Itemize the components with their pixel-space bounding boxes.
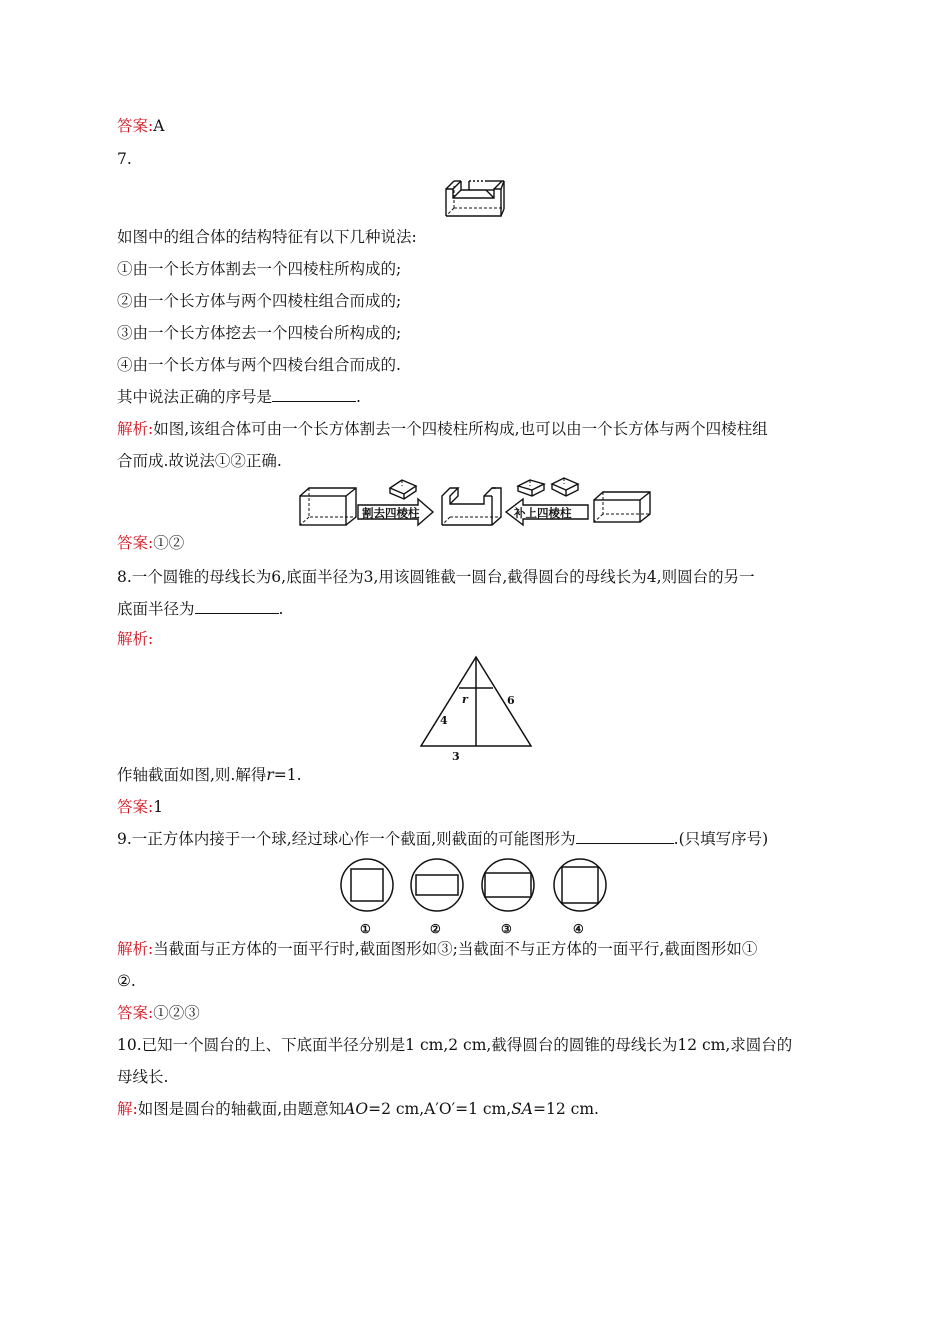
answer-label: 答案: [117,117,154,135]
decomposition-figure [298,474,654,528]
answer-label: 答案: [117,534,154,552]
answer-blank [195,599,279,614]
q9-analysis-line1 [117,938,757,960]
q8-line2-suffix: . [278,600,284,618]
q9-line-suffix: .(只填写序号) [673,830,769,848]
analysis-text: 当截面与正方体的一面平行时,截面图形如③;当截面不与正方体的一面平行,截面图形如① [153,940,758,958]
q7-option-4: ④由一个长方体与两个四棱台组合而成的. [117,356,401,374]
answer-value: A [153,117,165,135]
sphere-sections-figure [340,855,612,937]
analysis-text: 如图,该组合体可由一个长方体割去一个四棱柱所构成,也可以由一个长方体与两个四棱柱组 [153,420,768,438]
answer-value: ①② [153,534,185,552]
q9-line [117,828,768,850]
label-4: 4 [440,714,448,727]
q7-analysis-line1 [117,418,768,440]
q7-option-2: ②由一个长方体与两个四棱柱组合而成的; [117,292,402,310]
q8-solution-suffix: =1. [273,766,302,784]
solution-text-a: 如图是圆台的轴截面,由题意知 [137,1100,345,1118]
analysis-label: 解析: [117,420,154,438]
q7-analysis-line2: 合而成.故说法①②正确. [117,452,282,470]
q10-solution-line [117,1098,599,1120]
cone-axial-section-figure [418,654,538,764]
q8-solution-var: r [266,766,274,784]
solution-text-c: =12 cm. [533,1100,599,1118]
q9-line-prefix: 9.一正方体内接于一个球,经过球心作一个截面,则截面的可能图形为 [117,830,576,848]
q8-solution-prefix: 作轴截面如图,则.解得 [117,766,267,784]
circle-label-2: ② [430,922,441,936]
solution-text-b: =2 cm,A′O′=1 cm, [368,1100,512,1118]
q10-line2: 母线长. [117,1068,169,1086]
circle-label-4: ④ [573,922,584,936]
q8-answer-line [117,796,163,818]
q8-line2 [117,598,283,620]
answer-blank [272,387,356,402]
q6-answer-line [117,115,164,137]
q7-question-line [117,386,361,408]
label-6: 6 [507,694,515,707]
var-sa: SA [511,1100,533,1118]
answer-label: 答案: [117,1004,154,1022]
add-label: 补上四棱柱 [514,506,572,520]
solution-label: 解: [117,1100,138,1118]
answer-value: ①②③ [153,1004,200,1022]
circle-label-1: ① [360,922,371,936]
q7-answer-line [117,532,184,554]
answer-blank [576,829,674,844]
analysis-label: 解析: [117,630,154,648]
q8-analysis-line [117,628,153,650]
answer-value: 1 [153,798,164,816]
q7-intro: 如图中的组合体的结构特征有以下几种说法: [117,228,417,246]
question-number: 7. [117,150,132,168]
q7-question-suffix: . [356,388,361,406]
q7-option-1: ①由一个长方体割去一个四棱柱所构成的; [117,260,402,278]
label-r: r [462,693,468,706]
q9-answer-line [117,1002,200,1024]
answer-label: 答案: [117,798,154,816]
q7-question-prefix: 其中说法正确的序号是 [117,388,273,406]
q8-line2-prefix: 底面半径为 [117,600,195,618]
q8-line1: 8.一个圆锥的母线长为6,底面半径为3,用该圆锥截一圆台,截得圆台的母线长为4,则圆台的另一 [117,568,755,586]
cut-label: 割去四棱柱 [362,506,420,520]
q9-analysis-line2: ②. [117,972,136,990]
q10-line1: 10.已知一个圆台的上、下底面半径分别是1 cm,2 cm,截得圆台的圆锥的母线长为12 cm,求圆台的 [117,1036,793,1054]
circle-label-3: ③ [501,922,512,936]
q8-solution-line [117,764,302,786]
q7-option-3: ③由一个长方体挖去一个四棱台所构成的; [117,324,402,342]
var-ao: AO [344,1100,369,1118]
composite-solid-figure [443,176,505,218]
label-3: 3 [452,750,460,763]
analysis-label: 解析: [117,940,154,958]
